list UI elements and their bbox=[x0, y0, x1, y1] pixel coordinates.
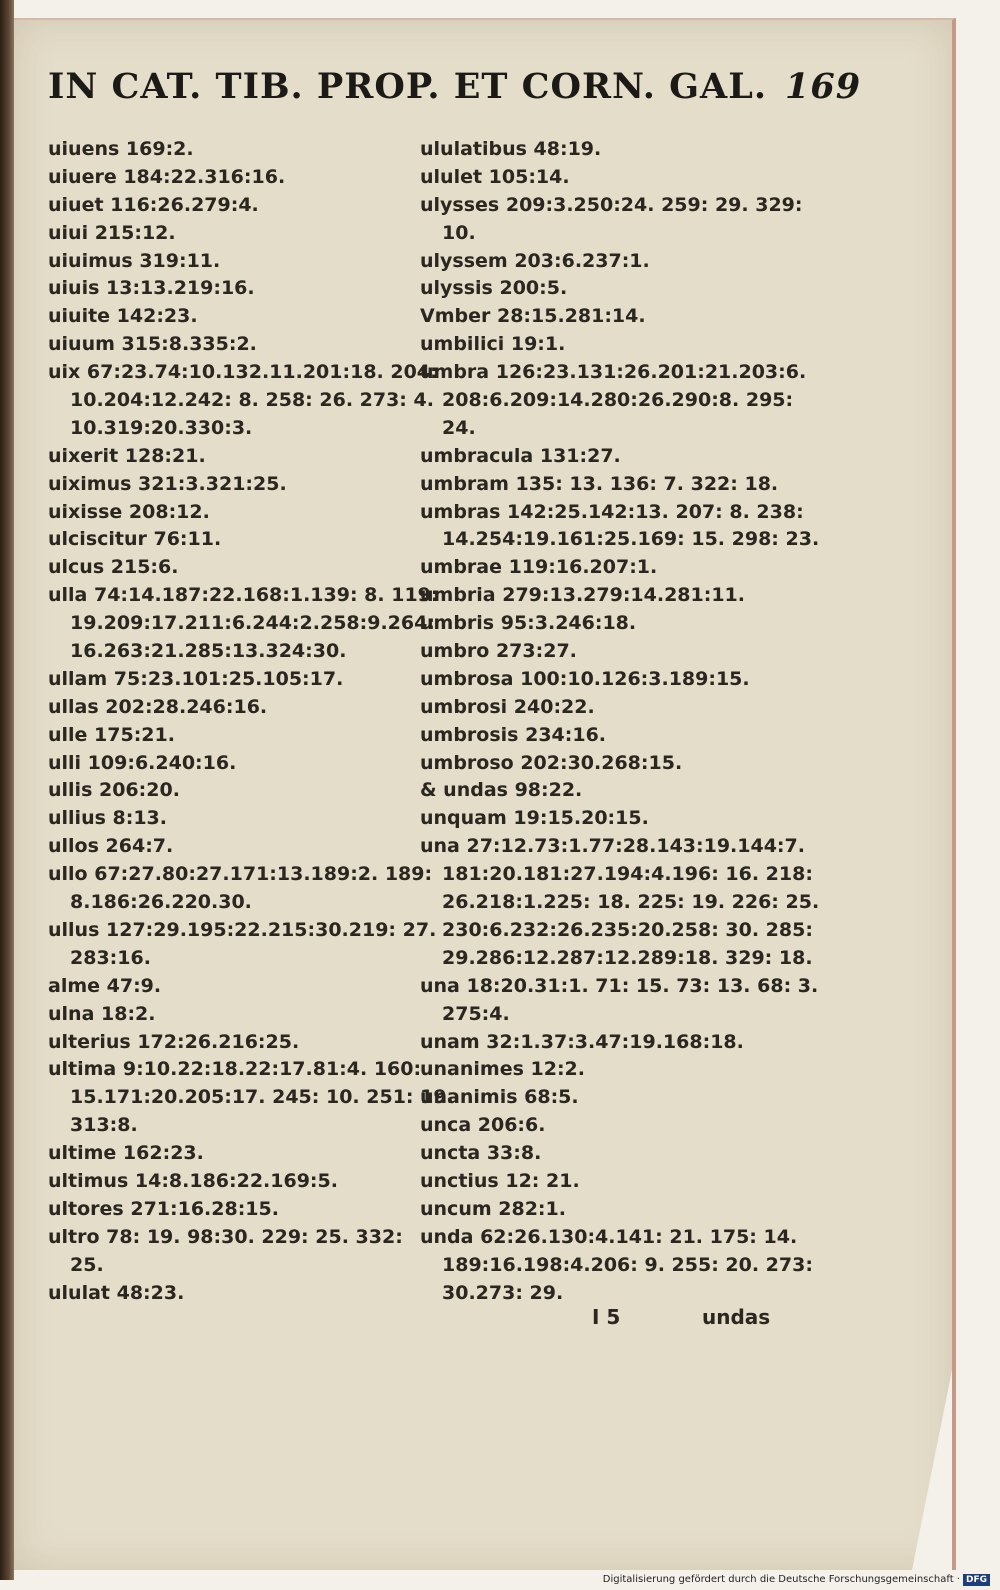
index-entry: unca 206:6. bbox=[420, 1114, 546, 1137]
signature-mark: I 5 bbox=[592, 1305, 621, 1329]
index-entry: uiuum 315:8.335:2. bbox=[48, 333, 257, 356]
index-entry: ulysses 209:3.250:24. 259: 29. 329: bbox=[420, 193, 803, 216]
index-entry: uiuere 184:22.316:16. bbox=[48, 165, 286, 188]
index-entry: umbris 95:3.246:18. bbox=[420, 612, 637, 635]
index-entry-continuation: 25. bbox=[70, 1253, 104, 1276]
index-entry-continuation: 30.273: 29. bbox=[442, 1281, 564, 1304]
index-entry: una 18:20.31:1. 71: 15. 73: 13. 68: 3. bbox=[420, 974, 819, 997]
index-column-left bbox=[48, 136, 454, 1307]
index-entry: ullos 264:7. bbox=[48, 835, 174, 858]
index-entry: ulyssis 200:5. bbox=[420, 277, 568, 300]
index-entry-continuation: 19.209:17.211:6.244:2.258:9.264: bbox=[70, 612, 435, 635]
index-entry: unquam 19:15.20:15. bbox=[420, 807, 649, 830]
index-entry: ultimus 14:8.186:22.169:5. bbox=[48, 1169, 338, 1192]
footer-text: Digitalisierung gefördert durch die Deutsche Forschungsgemeinschaft · bbox=[602, 1574, 960, 1585]
index-entry: ullus 127:29.195:22.215:30.219: 27. bbox=[48, 918, 437, 941]
index-entry: umbrosa 100:10.126:3.189:15. bbox=[420, 667, 750, 690]
index-entry-continuation: 313:8. bbox=[70, 1114, 138, 1137]
index-entry-continuation: 189:16.198:4.206: 9. 255: 20. 273: bbox=[442, 1253, 813, 1276]
index-entry: & undas 98:22. bbox=[420, 779, 583, 802]
index-entry: ulciscitur 76:11. bbox=[48, 528, 222, 551]
index-entry: ulle 175:21. bbox=[48, 723, 175, 746]
index-entry: unam 32:1.37:3.47:19.168:18. bbox=[420, 1030, 744, 1053]
index-entry: uiuis 13:13.219:16. bbox=[48, 277, 255, 300]
index-entry: ulyssem 203:6.237:1. bbox=[420, 249, 650, 272]
running-head-title: IN CAT. TIB. PROP. ET CORN. GAL. bbox=[48, 66, 768, 107]
index-entry: ullis 206:20. bbox=[48, 779, 180, 802]
index-entry-continuation: 10.204:12.242: 8. 258: 26. 273: 4. bbox=[70, 389, 434, 412]
index-entry: una 27:12.73:1.77:28.143:19.144:7. bbox=[420, 835, 805, 858]
page-number: 169 bbox=[785, 66, 862, 107]
index-entry: umbro 273:27. bbox=[420, 640, 577, 663]
index-entry: ullius 8:13. bbox=[48, 807, 167, 830]
digitization-footer bbox=[603, 1574, 990, 1586]
index-entry: unda 62:26.130:4.141: 21. 175: 14. bbox=[420, 1225, 798, 1248]
index-entry: uixerit 128:21. bbox=[48, 444, 206, 467]
book-binding bbox=[0, 0, 14, 1580]
index-entry: umbrosi 240:22. bbox=[420, 695, 595, 718]
index-entry: umbrosis 234:16. bbox=[420, 723, 607, 746]
index-entry: uiuet 116:26.279:4. bbox=[48, 193, 259, 216]
index-entry: uiui 215:12. bbox=[48, 221, 176, 244]
index-entry-continuation: 16.263:21.285:13.324:30. bbox=[70, 640, 347, 663]
index-entry-continuation: 208:6.209:14.280:26.290:8. 295: bbox=[442, 389, 794, 412]
index-entry-continuation: 8.186:26.220.30. bbox=[70, 891, 252, 914]
index-entry: ulla 74:14.187:22.168:1.139: 8. 119: bbox=[48, 584, 439, 607]
index-entry: unanimes 12:2. bbox=[420, 1058, 585, 1081]
index-column-right bbox=[420, 136, 820, 1307]
index-entry: umbria 279:13.279:14.281:11. bbox=[420, 584, 745, 607]
index-entry-continuation: 29.286:12.287:12.289:18. 329: 18. bbox=[442, 946, 813, 969]
index-entry-continuation: 24. bbox=[442, 416, 476, 439]
index-entry: uiuite 142:23. bbox=[48, 305, 198, 328]
index-entry-continuation: 15.171:20.205:17. 245: 10. 251: 19. bbox=[70, 1086, 454, 1109]
index-entry: umbram 135: 13. 136: 7. 322: 18. bbox=[420, 472, 779, 495]
index-entry: ululat 48:23. bbox=[48, 1281, 185, 1304]
index-entry: umbras 142:25.142:13. 207: 8. 238: bbox=[420, 500, 804, 523]
index-entry: uixisse 208:12. bbox=[48, 500, 210, 523]
index-entry: ulli 109:6.240:16. bbox=[48, 751, 237, 774]
index-entry-continuation: 275:4. bbox=[442, 1002, 510, 1025]
index-entry: uiximus 321:3.321:25. bbox=[48, 472, 287, 495]
index-entry: umbrae 119:16.207:1. bbox=[420, 556, 658, 579]
index-entry: ultores 271:16.28:15. bbox=[48, 1197, 279, 1220]
index-entry: uncum 282:1. bbox=[420, 1197, 566, 1220]
index-entry: alme 47:9. bbox=[48, 974, 162, 997]
catchwords bbox=[592, 1305, 792, 1329]
index-entry: ulterius 172:26.216:25. bbox=[48, 1030, 300, 1053]
index-entry: ulna 18:2. bbox=[48, 1002, 156, 1025]
index-entry-continuation: 283:16. bbox=[70, 946, 151, 969]
index-entry: umbracula 131:27. bbox=[420, 444, 621, 467]
index-entry: ululet 105:14. bbox=[420, 165, 570, 188]
index-entry: unctius 12: 21. bbox=[420, 1169, 580, 1192]
index-entry: uiuens 169:2. bbox=[48, 138, 194, 160]
running-head bbox=[48, 66, 861, 107]
index-entry-continuation: 14.254:19.161:25.169: 15. 298: 23. bbox=[442, 528, 820, 551]
index-entry: ultima 9:10.22:18.22:17.81:4. 160: bbox=[48, 1058, 422, 1081]
torn-corner bbox=[912, 1370, 952, 1570]
index-entry: uix 67:23.74:10.132.11.201:18. 204: bbox=[48, 361, 438, 384]
index-entry: ullam 75:23.101:25.105:17. bbox=[48, 667, 344, 690]
index-entry-continuation: 181:20.181:27.194:4.196: 16. 218: bbox=[442, 863, 813, 886]
index-entry-continuation: 10. bbox=[442, 221, 476, 244]
dfg-logo: DFG bbox=[963, 1574, 990, 1586]
index-entry: ululatibus 48:19. bbox=[420, 138, 602, 160]
index-entry: umbra 126:23.131:26.201:21.203:6. bbox=[420, 361, 807, 384]
index-entry: ullo 67:27.80:27.171:13.189:2. 189: bbox=[48, 863, 433, 886]
index-entry: ultime 162:23. bbox=[48, 1142, 204, 1165]
index-entry: umbroso 202:30.268:15. bbox=[420, 751, 683, 774]
index-entry: umbilici 19:1. bbox=[420, 333, 566, 356]
index-entry: ultro 78: 19. 98:30. 229: 25. 332: bbox=[48, 1225, 403, 1248]
index-entry: uiuimus 319:11. bbox=[48, 249, 221, 272]
index-entry: ulcus 215:6. bbox=[48, 556, 179, 579]
index-entry-continuation: 230:6.232:26.235:20.258: 30. 285: bbox=[442, 918, 813, 941]
index-entry: ullas 202:28.246:16. bbox=[48, 695, 268, 718]
index-entry-continuation: 10.319:20.330:3. bbox=[70, 416, 253, 439]
index-entry: Vmber 28:15.281:14. bbox=[420, 305, 646, 328]
index-entry: unanimis 68:5. bbox=[420, 1086, 579, 1109]
index-entry-continuation: 26.218:1.225: 18. 225: 19. 226: 25. bbox=[442, 891, 820, 914]
catchword: undas bbox=[702, 1305, 771, 1329]
index-entry: uncta 33:8. bbox=[420, 1142, 542, 1165]
